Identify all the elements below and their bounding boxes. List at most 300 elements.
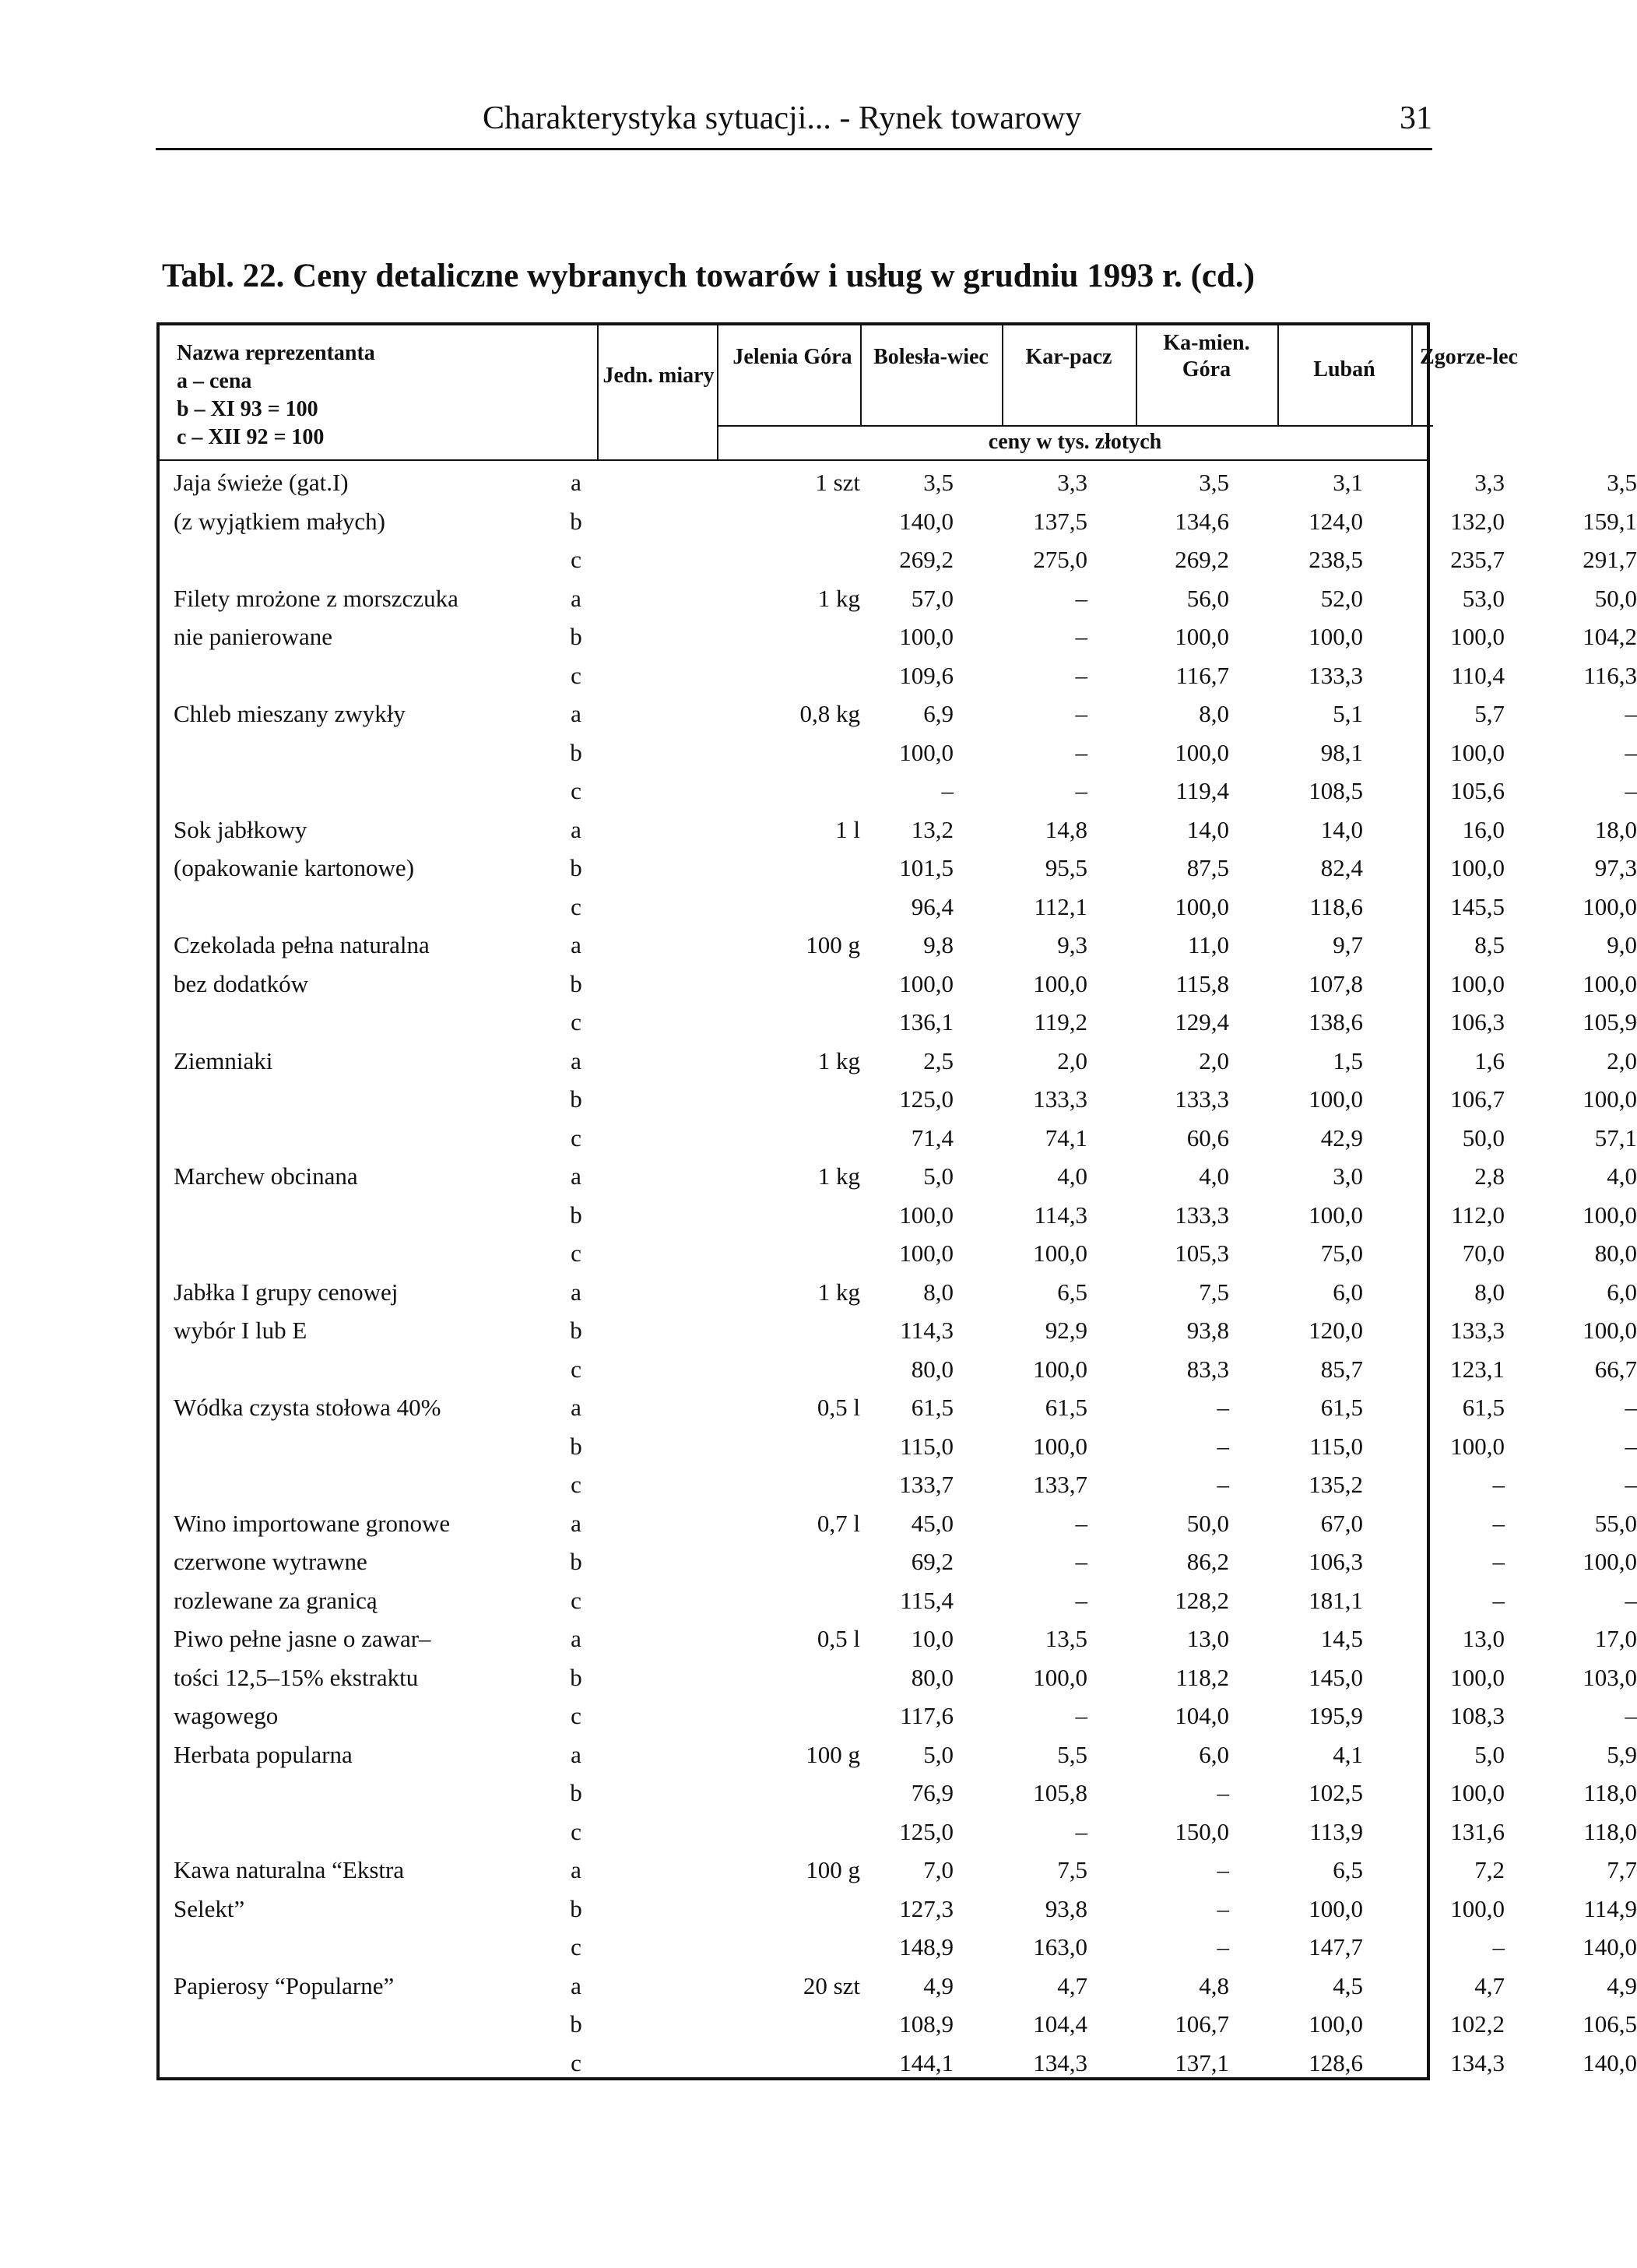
row-value: – (1217, 1856, 1229, 1883)
row-value: 11,0 (1187, 931, 1229, 958)
row-value: 60,6 (1186, 1123, 1229, 1152)
table-row (160, 1850, 1637, 1889)
row-code: a (571, 1856, 581, 1883)
row-code: c (571, 1123, 581, 1152)
row-value: 50,0 (1594, 584, 1637, 612)
row-name: rozlewane za granicą (174, 1586, 378, 1614)
table-row (160, 733, 1637, 772)
row-value: 86,2 (1186, 1548, 1229, 1575)
row-value: 134,3 (1033, 2048, 1087, 2076)
row-value: 124,0 (1309, 507, 1363, 535)
header-bottom-rule (160, 459, 1427, 461)
row-value: 13,0 (1462, 1625, 1505, 1652)
table-row (160, 1465, 1637, 1503)
row-name: Chleb mieszany zwykły (174, 700, 406, 727)
row-value: 105,8 (1033, 1779, 1087, 1806)
row-unit: 100 g (806, 1740, 860, 1768)
row-value: 114,3 (900, 1317, 954, 1344)
row-value: 93,8 (1045, 1894, 1087, 1922)
row-value: 100,0 (1583, 1201, 1637, 1229)
row-value: 69,2 (911, 1548, 954, 1575)
row-value: – (1625, 738, 1637, 766)
row-name: Jabłka I grupy cenowej (174, 1278, 399, 1306)
row-value: 100,0 (1450, 623, 1505, 650)
row-value: 102,2 (1450, 2010, 1505, 2038)
row-value: 3,5 (1199, 469, 1229, 496)
row-value: 116,7 (1175, 661, 1229, 689)
row-value: 16,0 (1462, 815, 1505, 843)
row-value: 235,7 (1450, 546, 1505, 573)
row-code: a (571, 815, 581, 843)
row-value: 140,0 (899, 507, 954, 535)
row-code: c (571, 1008, 581, 1036)
header-divider (1002, 325, 1003, 425)
row-value: 3,5 (1607, 469, 1637, 496)
row-name: wybór I lub E (174, 1317, 307, 1344)
row-value: 269,2 (899, 546, 954, 573)
row-value: 3,0 (1333, 1162, 1363, 1190)
row-value: 6,0 (1607, 1278, 1637, 1306)
row-code: c (571, 1702, 581, 1729)
row-value: 100,0 (1450, 1779, 1505, 1806)
table-row (160, 810, 1637, 849)
table-row (160, 1272, 1637, 1311)
row-value: 5,5 (1057, 1740, 1087, 1768)
row-value: 108,5 (1309, 777, 1363, 804)
row-value: 101,5 (899, 854, 954, 881)
row-value: 133,3 (1175, 1201, 1229, 1229)
row-value: 144,1 (899, 2048, 954, 2076)
row-name: (z wyjątkiem małych) (174, 507, 386, 535)
row-code: b (570, 623, 582, 650)
row-name: Filety mrożone z morszczuka (174, 584, 458, 612)
row-value: 8,0 (1474, 1278, 1505, 1306)
row-value: 4,0 (1057, 1162, 1087, 1190)
row-name: Sok jabłkowy (174, 815, 307, 843)
row-code: c (571, 1817, 581, 1845)
table-row (160, 925, 1637, 964)
row-value: 108,3 (1450, 1702, 1505, 1729)
table-row (160, 1195, 1637, 1234)
row-value: 7,5 (1199, 1278, 1229, 1306)
row-value: 128,2 (1175, 1586, 1229, 1614)
row-value: 291,7 (1583, 546, 1637, 573)
row-value: 140,0 (1583, 2048, 1637, 2076)
row-code: a (571, 1740, 581, 1768)
row-value: 100,0 (1309, 1085, 1363, 1113)
row-value: 6,0 (1199, 1740, 1229, 1768)
row-value: 100,0 (1309, 2010, 1363, 2038)
row-value: 9,7 (1333, 931, 1363, 958)
row-value: 2,0 (1607, 1046, 1637, 1074)
row-value: 8,5 (1474, 931, 1505, 958)
table-row (160, 1542, 1637, 1581)
row-value: – (1075, 1702, 1087, 1729)
row-value: 100,0 (1033, 1432, 1087, 1460)
row-value: 147,7 (1309, 1933, 1363, 1960)
row-value: 100,0 (1309, 1201, 1363, 1229)
table-row (160, 1619, 1637, 1658)
row-value: – (1492, 1933, 1505, 1960)
row-value: 96,4 (911, 892, 954, 920)
row-value: – (1075, 1548, 1087, 1575)
table-row (160, 1310, 1637, 1349)
row-value: 115,0 (1309, 1432, 1363, 1460)
table-row (160, 1041, 1637, 1080)
row-code: a (571, 1509, 581, 1537)
row-value: 7,2 (1474, 1856, 1505, 1883)
row-value: 5,1 (1333, 700, 1363, 727)
row-value: – (1075, 777, 1087, 804)
row-unit: 0,8 kg (799, 700, 860, 727)
table-title: Tabl. 22. Ceny detaliczne wybranych towarów i usług w grudniu 1993 r. (cd.) (162, 258, 1255, 294)
row-value: 110,4 (1451, 661, 1505, 689)
table-row (160, 694, 1637, 733)
row-code: b (570, 2010, 582, 2038)
row-value: 159,1 (1583, 507, 1637, 535)
row-value: 1,5 (1333, 1046, 1363, 1074)
row-value: 100,0 (1450, 969, 1505, 997)
row-value: 4,0 (1607, 1162, 1637, 1190)
row-value: 5,0 (1474, 1740, 1505, 1768)
row-unit: 1 l (835, 815, 860, 843)
table-row (160, 1696, 1637, 1735)
table-row (160, 1349, 1637, 1388)
table-row (160, 1002, 1637, 1041)
row-value: 9,0 (1607, 931, 1637, 958)
unit-note: ceny w tys. złotych (988, 430, 1162, 454)
row-value: – (1075, 623, 1087, 650)
row-value: 98,1 (1320, 738, 1363, 766)
table-row (160, 964, 1637, 1003)
row-value: 105,9 (1583, 1008, 1637, 1036)
row-value: 97,3 (1594, 854, 1637, 881)
row-code: c (571, 661, 581, 689)
row-value: 131,6 (1450, 1817, 1505, 1845)
row-code: b (570, 1432, 582, 1460)
row-value: – (1625, 1702, 1637, 1729)
row-name: Wódka czysta stołowa 40% (174, 1394, 441, 1421)
row-code: c (571, 1471, 581, 1498)
row-value: – (1075, 1817, 1087, 1845)
row-code: b (570, 1085, 582, 1113)
table-row (160, 848, 1637, 887)
row-value: 7,7 (1607, 1856, 1637, 1883)
row-value: 112,1 (1034, 892, 1087, 920)
row-value: 112,0 (1451, 1201, 1505, 1229)
row-value: 4,9 (923, 1971, 954, 1999)
row-value: – (1217, 1471, 1229, 1498)
row-value: 18,0 (1594, 815, 1637, 843)
row-value: 135,2 (1309, 1471, 1363, 1498)
row-name: Herbata popularna (174, 1740, 353, 1768)
row-value: 103,0 (1583, 1663, 1637, 1691)
row-unit: 1 kg (817, 1278, 860, 1306)
row-value: – (1625, 1586, 1637, 1614)
header-divider (860, 325, 862, 425)
row-unit: 1 kg (817, 1046, 860, 1074)
row-value: 7,5 (1057, 1856, 1087, 1883)
row-value: 138,6 (1309, 1008, 1363, 1036)
row-value: – (1625, 777, 1637, 804)
row-value: – (1492, 1548, 1505, 1575)
row-unit: 0,5 l (817, 1394, 860, 1421)
running-title: Charakterystyka sytuacji... - Rynek towarowy (483, 100, 1082, 136)
table-row (160, 578, 1637, 617)
row-value: 75,0 (1320, 1239, 1363, 1267)
row-name: tości 12,5–15% ekstraktu (174, 1663, 419, 1691)
row-value: 129,4 (1175, 1008, 1229, 1036)
stub-line: a – cena (177, 369, 252, 393)
row-unit: 100 g (806, 1856, 860, 1883)
row-value: 71,4 (911, 1123, 954, 1152)
row-value: 9,3 (1057, 931, 1087, 958)
row-value: 108,9 (899, 2010, 954, 2038)
row-value: 100,0 (1033, 969, 1087, 997)
row-value: 55,0 (1594, 1509, 1637, 1537)
row-value: 133,3 (1309, 661, 1363, 689)
row-code: b (570, 738, 582, 766)
row-value: 100,0 (899, 623, 954, 650)
row-unit: 1 kg (817, 1162, 860, 1190)
row-value: 134,3 (1450, 2048, 1505, 2076)
row-value: – (1217, 1394, 1229, 1421)
row-name: Czekolada pełna naturalna (174, 931, 430, 958)
row-value: 4,9 (1607, 1971, 1637, 1999)
row-code: a (571, 584, 581, 612)
row-value: 100,0 (1309, 623, 1363, 650)
row-value: 5,7 (1474, 700, 1505, 727)
row-value: 6,5 (1333, 1856, 1363, 1883)
row-code: a (571, 469, 581, 496)
row-value: 5,0 (923, 1740, 954, 1768)
table-row (160, 1387, 1637, 1426)
row-value: 100,0 (899, 1201, 954, 1229)
row-unit: 1 kg (817, 584, 860, 612)
row-value: 132,0 (1450, 507, 1505, 535)
row-code: b (570, 1201, 582, 1229)
header-stub (177, 339, 375, 452)
row-code: b (570, 507, 582, 535)
row-code: b (570, 1548, 582, 1575)
row-value: – (1217, 1432, 1229, 1460)
row-value: 61,5 (911, 1394, 954, 1421)
row-value: – (1075, 661, 1087, 689)
row-value: 100,0 (1583, 969, 1637, 997)
col-header-zgorzelec: Zgorze-lec (1420, 345, 1518, 369)
row-value: 2,0 (1199, 1046, 1229, 1074)
row-value: 6,5 (1057, 1278, 1087, 1306)
row-value: 7,0 (923, 1856, 954, 1883)
row-value: 14,8 (1045, 815, 1087, 843)
col-header-unit: Jedn. miary (602, 364, 715, 388)
col-header-jelenia-gora: Jelenia Góra (732, 345, 852, 369)
row-code: b (570, 854, 582, 881)
col-header-luban: Lubań (1313, 357, 1375, 382)
row-value: 133,7 (899, 1471, 954, 1498)
col-header-karpacz: Kar-pacz (1025, 345, 1112, 369)
row-value: – (1625, 1394, 1637, 1421)
row-value: 8,0 (1199, 700, 1229, 727)
row-value: 50,0 (1462, 1123, 1505, 1152)
row-value: 4,0 (1199, 1162, 1229, 1190)
page-number: 31 (1400, 100, 1432, 136)
row-value: 17,0 (1594, 1625, 1637, 1652)
row-value: 134,6 (1175, 507, 1229, 535)
row-name: czerwone wytrawne (174, 1548, 367, 1575)
row-name: nie panierowane (174, 623, 332, 650)
row-value: – (1217, 1894, 1229, 1922)
row-value: 114,3 (1034, 1201, 1087, 1229)
row-value: – (941, 777, 954, 804)
row-value: 125,0 (899, 1085, 954, 1113)
table-row (160, 1079, 1637, 1118)
row-value: 100,0 (1175, 738, 1229, 766)
row-code: a (571, 1394, 581, 1421)
row-value: 123,1 (1450, 1355, 1505, 1383)
row-name: Piwo pełne jasne o zawar– (174, 1625, 431, 1652)
row-value: 5,0 (923, 1162, 954, 1190)
row-value: 80,0 (911, 1355, 954, 1383)
row-value: 4,7 (1057, 1971, 1087, 1999)
row-code: c (571, 892, 581, 920)
row-code: b (570, 1779, 582, 1806)
row-unit: 0,7 l (817, 1509, 860, 1537)
row-value: 145,5 (1450, 892, 1505, 920)
row-value: 50,0 (1186, 1509, 1229, 1537)
table-row (160, 1889, 1637, 1928)
row-value: 2,8 (1474, 1162, 1505, 1190)
row-value: 195,9 (1309, 1702, 1363, 1729)
table-row (160, 501, 1637, 540)
row-value: 14,0 (1320, 815, 1363, 843)
row-unit: 0,5 l (817, 1625, 860, 1652)
row-value: 136,1 (899, 1008, 954, 1036)
row-name: Marchew obcinana (174, 1162, 358, 1190)
row-value: 100,0 (1583, 1548, 1637, 1575)
row-code: c (571, 1933, 581, 1960)
row-code: b (570, 1894, 582, 1922)
row-value: 95,5 (1045, 854, 1087, 881)
row-value: – (1492, 1586, 1505, 1614)
row-value: 93,8 (1186, 1317, 1229, 1344)
row-value: 140,0 (1583, 1933, 1637, 1960)
row-unit: 20 szt (803, 1971, 860, 1999)
table-row (160, 462, 1637, 501)
table-row (160, 2043, 1637, 2082)
stub-line: c – XII 92 = 100 (177, 425, 325, 449)
table-row (160, 1658, 1637, 1697)
table-row (160, 1773, 1637, 1812)
row-value: 57,0 (911, 584, 954, 612)
row-value: 238,5 (1309, 546, 1363, 573)
row-value: 148,9 (899, 1933, 954, 1960)
row-value: – (1075, 584, 1087, 612)
table-row (160, 1581, 1637, 1619)
row-value: 6,9 (923, 700, 954, 727)
row-value: 275,0 (1033, 546, 1087, 573)
row-value: 100,0 (1033, 1239, 1087, 1267)
row-value: – (1625, 1471, 1637, 1498)
row-code: b (570, 1663, 582, 1691)
row-value: 106,7 (1175, 2010, 1229, 2038)
row-value: 83,3 (1186, 1355, 1229, 1383)
table-row (160, 1812, 1637, 1851)
row-value: 100,0 (1175, 892, 1229, 920)
row-value: 106,3 (1450, 1008, 1505, 1036)
table-row (160, 1426, 1637, 1465)
row-code: c (571, 1355, 581, 1383)
table-row (160, 2004, 1637, 2043)
row-name: Selekt” (174, 1894, 245, 1922)
row-value: 116,3 (1583, 661, 1637, 689)
row-value: 2,0 (1057, 1046, 1087, 1074)
row-value: 269,2 (1175, 546, 1229, 573)
row-value: 4,5 (1333, 1971, 1363, 1999)
row-value: 104,4 (1033, 2010, 1087, 2038)
row-value: 100,0 (1175, 623, 1229, 650)
row-value: 2,5 (923, 1046, 954, 1074)
row-value: – (1075, 700, 1087, 727)
row-value: 127,3 (899, 1894, 954, 1922)
table-row (160, 1233, 1637, 1272)
row-value: 80,0 (911, 1663, 954, 1691)
table-row (160, 1735, 1637, 1774)
row-value: 100,0 (899, 1239, 954, 1267)
row-value: 61,5 (1320, 1394, 1363, 1421)
row-value: 5,9 (1607, 1740, 1637, 1768)
row-value: 100,0 (1033, 1663, 1087, 1691)
row-value: 113,9 (1309, 1817, 1363, 1845)
row-unit: 100 g (806, 931, 860, 958)
row-value: 100,0 (1583, 1317, 1637, 1344)
row-value: 14,5 (1320, 1625, 1363, 1652)
row-value: 118,0 (1583, 1779, 1637, 1806)
table-row (160, 656, 1637, 694)
row-value: 10,0 (911, 1625, 954, 1652)
row-value: 119,2 (1034, 1008, 1087, 1036)
row-value: 87,5 (1186, 854, 1229, 881)
row-value: 45,0 (911, 1509, 954, 1537)
row-value: 102,5 (1309, 1779, 1363, 1806)
row-value: 100,0 (1450, 854, 1505, 881)
row-value: 3,3 (1057, 469, 1087, 496)
row-value: 104,0 (1175, 1702, 1229, 1729)
row-value: 145,0 (1309, 1663, 1363, 1691)
row-value: 1,6 (1474, 1046, 1505, 1074)
row-value: 80,0 (1594, 1239, 1637, 1267)
stub-line: Nazwa reprezentanta (177, 341, 375, 365)
row-value: 8,0 (923, 1278, 954, 1306)
row-name: Kawa naturalna “Ekstra (174, 1856, 405, 1883)
row-code: a (571, 1278, 581, 1306)
row-value: 128,6 (1309, 2048, 1363, 2076)
header-rule (156, 148, 1432, 150)
row-value: 115,0 (900, 1432, 954, 1460)
table-row (160, 1503, 1637, 1542)
row-value: 104,2 (1583, 623, 1637, 650)
row-value: 100,0 (899, 969, 954, 997)
row-value: 100,0 (1450, 1894, 1505, 1922)
row-value: 74,1 (1045, 1123, 1087, 1152)
row-value: 163,0 (1033, 1933, 1087, 1960)
row-value: 137,5 (1033, 507, 1087, 535)
row-value: 118,6 (1309, 892, 1363, 920)
row-value: 109,6 (899, 661, 954, 689)
row-code: a (571, 700, 581, 727)
row-name: Ziemniaki (174, 1046, 273, 1074)
row-unit: 1 szt (815, 469, 860, 496)
